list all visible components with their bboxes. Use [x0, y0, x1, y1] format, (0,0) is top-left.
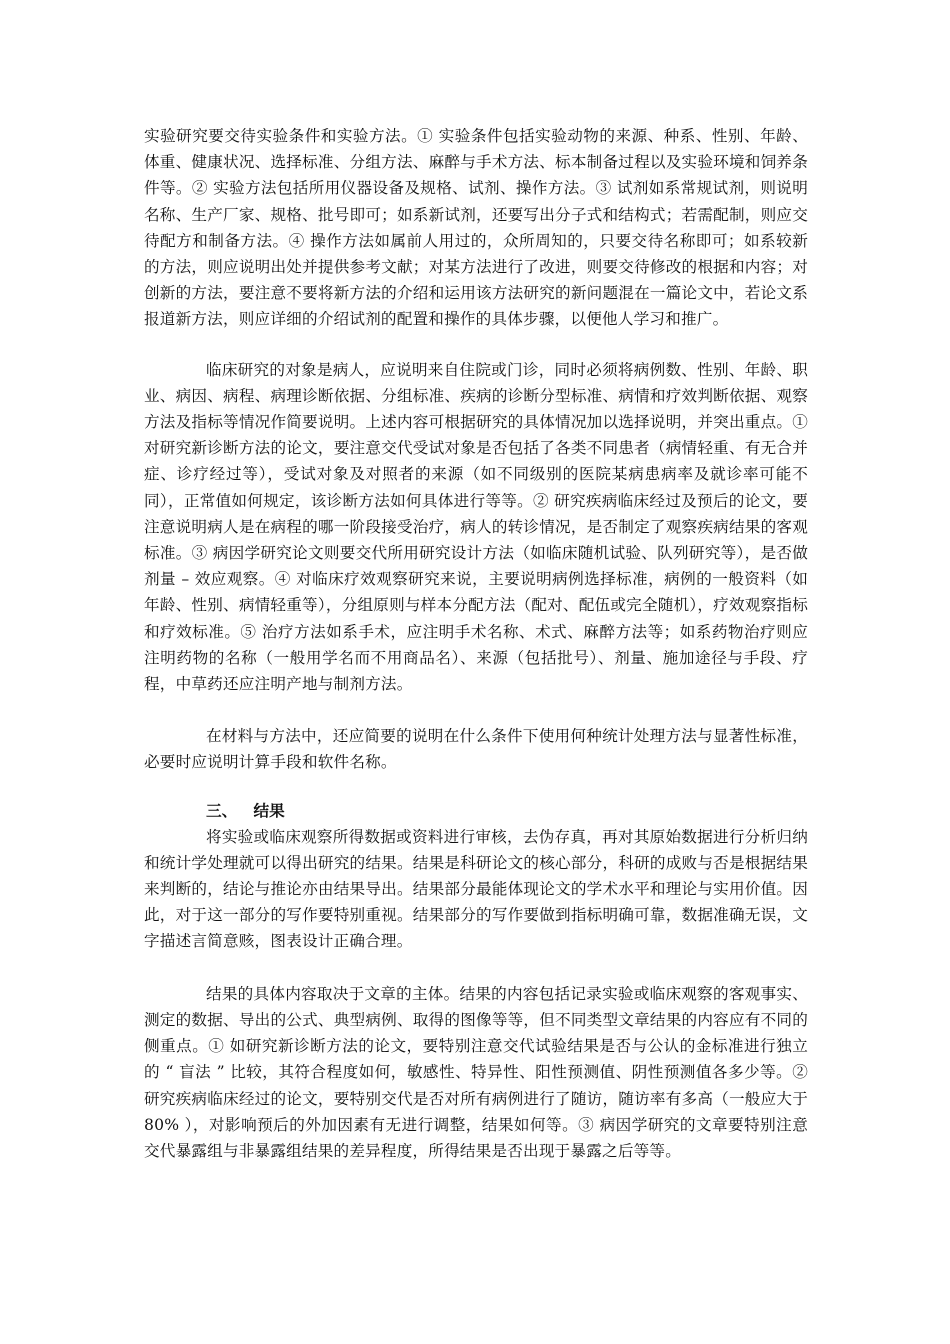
section-number: 三、: [206, 801, 238, 820]
paragraph-results-overview: 将实验或临床观察所得数据或资料进行审核，去伪存真，再对其原始数据进行分析归纳和统计学处理就可以得出研究的结果。结果是科研论文的核心部分，科研的成败与否是根据结果来判断的，结论与推论亦由结果导出。结果部分最能体现论文的学术水平和理论与实用价值。因此，对于这一部分的写作要特别重视。结果部分的写作要做到指标明确可靠，数据准确无误，文字描述言简意赅，图表设计正确合理。: [144, 827, 808, 951]
paragraph-results-content: 结果的具体内容取决于文章的主体。结果的内容包括记录实验或临床观察的客观事实、测定的数据、导出的公式、典型病例、取得的图像等等，但不同类型文章结果的内容应有不同的侧重点。① 如研究新诊断方法的论文，要特别注意交代试验结果是否与公认的金标准进行独立的 “ 盲法 ” 比较，其符合程度如何，敏感性、特异性、阳性预测值、阴性预测值各多少等。② 研究疾病临床经过的论文，要特别交代是否对所有病例进行了随访，随访率有多高（一般应大于 80% ），对影响预后的外加因素有无进行调整，结果如何等。③ 病因学研究的文章要特别注意交代暴露组与非暴露组结果的差异程度，所得结果是否出现于暴露之后等等。: [144, 984, 808, 1160]
section-title: 结果: [253, 801, 285, 820]
paragraph-statistics: 在材料与方法中，还应简要的说明在什么条件下使用何种统计处理方法与显著性标准，必要时应说明计算手段和软件名称。: [144, 727, 808, 772]
paragraph-clinical-subjects: 临床研究的对象是病人，应说明来自住院或门诊，同时必须将病例数、性别、年龄、职业、病因、病程、病理诊断依据、分组标准、疾病的诊断分型标准、病情和疗效判断依据、观察方法及指标等情况作简要说明。上述内容可根据研究的具体情况加以选择说明，并突出重点。① 对研究新诊断方法的论文，要注意交代受试对象是否包括了各类不同患者（病情轻重、有无合并症、诊疗经过等），受试对象及对照者的来源（如不同级别的医院某病患病率及就诊率可能不同），正常值如何规定，该诊断方法如何具体进行等等。② 研究疾病临床经过及预后的论文，要注意说明病人是在病程的哪一阶段接受治疗，病人的转诊情况，是否制定了观察疾病结果的客观标准。③ 病因学研究论文则要交代所用研究设计方法（如临床随机试验、队列研究等），是否做剂量 – 效应观察。④ 对临床疗效观察研究来说，主要说明病例选择标准，病例的一般资料（如年龄、性别、病情轻重等），分组原则与样本分配方法（配对、配伍或完全随机），疗效观察指标和疗效标准。⑤ 治疗方法如系手术，应注明手术名称、术式、麻醉方法等；如系药物治疗则应注明药物的名称（一般用学名而不用商品名）、来源（包括批号）、剂量、施加途径与手段、疗程，中草药还应注明产地与制剂方法。: [144, 360, 808, 694]
document-page: [144, 123, 808, 1164]
paragraph-experimental-methods: 实验研究要交待实验条件和实验方法。① 实验条件包括实验动物的来源、种系、性别、年龄、体重、健康状况、选择标准、分组方法、麻醉与手术方法、标本制备过程以及实验环境和饲养条件等。② 实验方法包括所用仪器设备及规格、试剂、操作方法。③ 试剂如系常规试剂，则说明名称、生产厂家、规格、批号即可；如系新试剂，还要写出分子式和结构式；若需配制，则应交待配方和制备方法。④ 操作方法如属前人用过的，众所周知的，只要交待名称即可；如系较新的方法，则应说明出处并提供参考文献；对某方法进行了改进，则要交待修改的根据和内容；对创新的方法，要注意不要将新方法的介绍和运用该方法研究的新问题混在一篇论文中，若论文系报道新方法，则应详细的介绍试剂的配置和操作的具体步骤，以便他人学习和推广。: [144, 127, 808, 329]
section-heading-results: [144, 798, 808, 824]
